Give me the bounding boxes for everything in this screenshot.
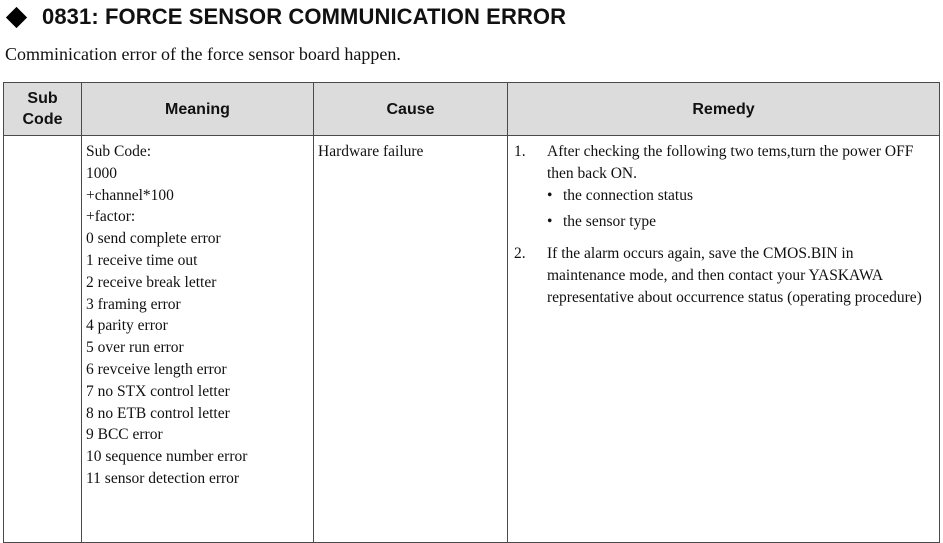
alarm-description: Comminication error of the force sensor board happen. xyxy=(5,44,401,64)
alarm-table xyxy=(3,82,940,543)
header-cause: Cause xyxy=(314,83,508,136)
meaning-line: 5 over run error xyxy=(86,339,184,357)
meaning-line: 6 revceive length error xyxy=(86,360,227,378)
alarm-code: 0831: xyxy=(42,4,99,29)
step-number: 2. xyxy=(514,245,526,263)
meaning-line: 3 framing error xyxy=(86,295,181,313)
meaning-line: 7 no STX control letter xyxy=(86,382,230,400)
step-number: 1. xyxy=(514,143,526,160)
bullet-text: the connection status xyxy=(563,186,693,204)
header-meaning: Meaning xyxy=(82,83,314,136)
meaning-line: 11 sensor detection error xyxy=(86,469,240,487)
table-row xyxy=(4,136,940,543)
bullet-dot-icon: • xyxy=(547,213,553,231)
cell-meaning xyxy=(82,136,314,543)
meaning-line: 2 receive break letter xyxy=(86,273,217,291)
meaning-line: 0 send complete error xyxy=(86,230,221,248)
meaning-line: 4 parity error xyxy=(86,317,168,335)
bullet-list xyxy=(547,185,925,234)
cell-cause: Hardware failure xyxy=(314,136,508,543)
table-header-row xyxy=(4,83,940,136)
meaning-line: +channel*100 xyxy=(86,186,174,204)
header-remedy: Remedy xyxy=(508,83,940,136)
step-text: If the alarm occurs again, save the CMOS.BIN in maintenance mode, and then contact your YASKAWA representative about occurrence status (operating procedure) xyxy=(547,245,922,306)
diamond-bullet-icon xyxy=(6,6,27,27)
alarm-title: FORCE SENSOR COMMUNICATION ERROR xyxy=(105,4,567,29)
remedy-step xyxy=(512,141,935,238)
meaning-line: Sub Code: xyxy=(86,143,152,160)
alarm-heading xyxy=(4,2,566,32)
meaning-line: 1000 xyxy=(86,164,117,182)
cell-remedy xyxy=(508,136,940,543)
bullet-item xyxy=(547,185,925,207)
remedy-steps xyxy=(512,141,935,309)
bullet-dot-icon: • xyxy=(547,186,553,204)
meaning-line: 8 no ETB control letter xyxy=(86,404,230,422)
cell-subcode xyxy=(4,136,82,543)
step-text: After checking the following two tems,turn the power OFF then back ON. xyxy=(547,143,914,182)
meaning-line: 1 receive time out xyxy=(86,251,198,269)
remedy-step xyxy=(512,243,935,308)
header-subcode: Sub Code xyxy=(4,83,82,136)
meaning-line: 10 sequence number error xyxy=(86,448,248,466)
meaning-line: 9 BCC error xyxy=(86,426,163,444)
bullet-item xyxy=(547,211,925,233)
bullet-text: the sensor type xyxy=(563,213,656,231)
meaning-line: +factor: xyxy=(86,208,136,226)
